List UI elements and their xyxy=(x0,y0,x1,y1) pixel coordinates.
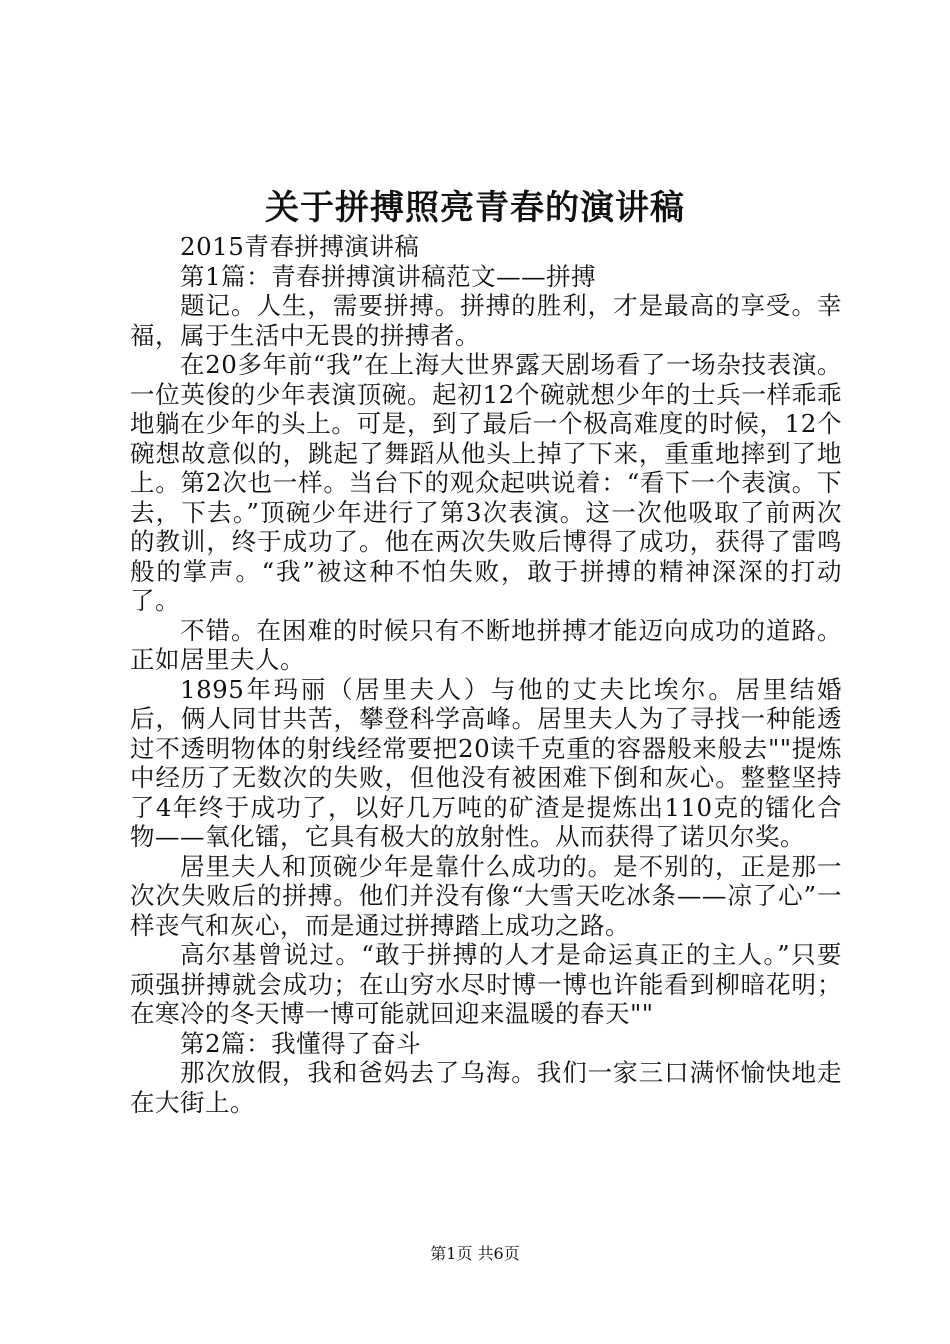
paragraph-epigraph: 题记。人生，需要拼搏。拼搏的胜利，才是最高的享受。幸福，属于生活中无畏的拼搏者。 xyxy=(130,291,842,350)
paragraph-subtitle: 2015青春拼搏演讲稿 xyxy=(180,232,420,261)
document-title: 关于拼搏照亮青春的演讲稿 xyxy=(265,188,685,228)
paragraph-transition: 不错。在困难的时候只有不断地拼搏才能迈向成功的道路。正如居里夫人。 xyxy=(130,615,842,674)
page-number-footer: 第1页 共6页 xyxy=(430,1244,520,1263)
paragraph-bowl-performer: 在20多年前“我”在上海大世界露天剧场看了一场杂技表演。一位英俊的少年表演顶碗。起初12个碗就想少年的士兵一样乖乖地躺在少年的头上。可是，到了最后一个极高难度的时候，12个碗想故意似的，跳起了舞蹈从他头上掉了下来，重重地摔到了地上。第2次也一样。当台下的观众起哄说着：“看下一个表演。下去，下去。”顶碗少年进行了第3次表演。这一次他吸取了前两次的教训，终于成功了。他在两次失败后博得了成功，获得了雷鸣般的掌声。“我”被这种不怕失败，敢于拼搏的精神深深的打动了。 xyxy=(130,350,842,615)
paragraph-gorky-quote: 高尔基曾说过。“敢于拼搏的人才是命运真正的主人。”只要顽强拼搏就会成功；在山穷水尽时博一博也许能看到柳暗花明；在寒冷的冬天博一博可能就回迎来温暖的春天"" xyxy=(130,940,842,1028)
document-body xyxy=(130,232,842,1117)
paragraph-wuhai: 那次放假，我和爸妈去了乌海。我们一家三口满怀愉快地走在大街上。 xyxy=(130,1058,842,1117)
paragraph-conclusion: 居里夫人和顶碗少年是靠什么成功的。是不别的，正是那一次次失败后的拼搏。他们并没有像“大雪天吃冰条——凉了心”一样丧气和灰心，而是通过拼搏踏上成功之路。 xyxy=(130,851,842,940)
paragraph-curie: 1895年玛丽（居里夫人）与他的丈夫比埃尔。居里结婚后，俩人同甘共苦，攀登科学高峰。居里夫人为了寻找一种能透过不透明物体的射线经常要把20读千克重的容器般来般去""提炼中经历了无数次的失败，但他没有被困难下倒和灰心。整整坚持了4年终于成功了，以好几万吨的矿渣是提炼出110克的镭化合物——氧化镭，它具有极大的放射性。从而获得了诺贝尔奖。 xyxy=(130,674,842,851)
paragraph-section-heading-1: 第1篇：青春拼搏演讲稿范文——拼搏 xyxy=(180,261,597,291)
paragraph-section-heading-2: 第2篇：我懂得了奋斗 xyxy=(180,1028,422,1058)
